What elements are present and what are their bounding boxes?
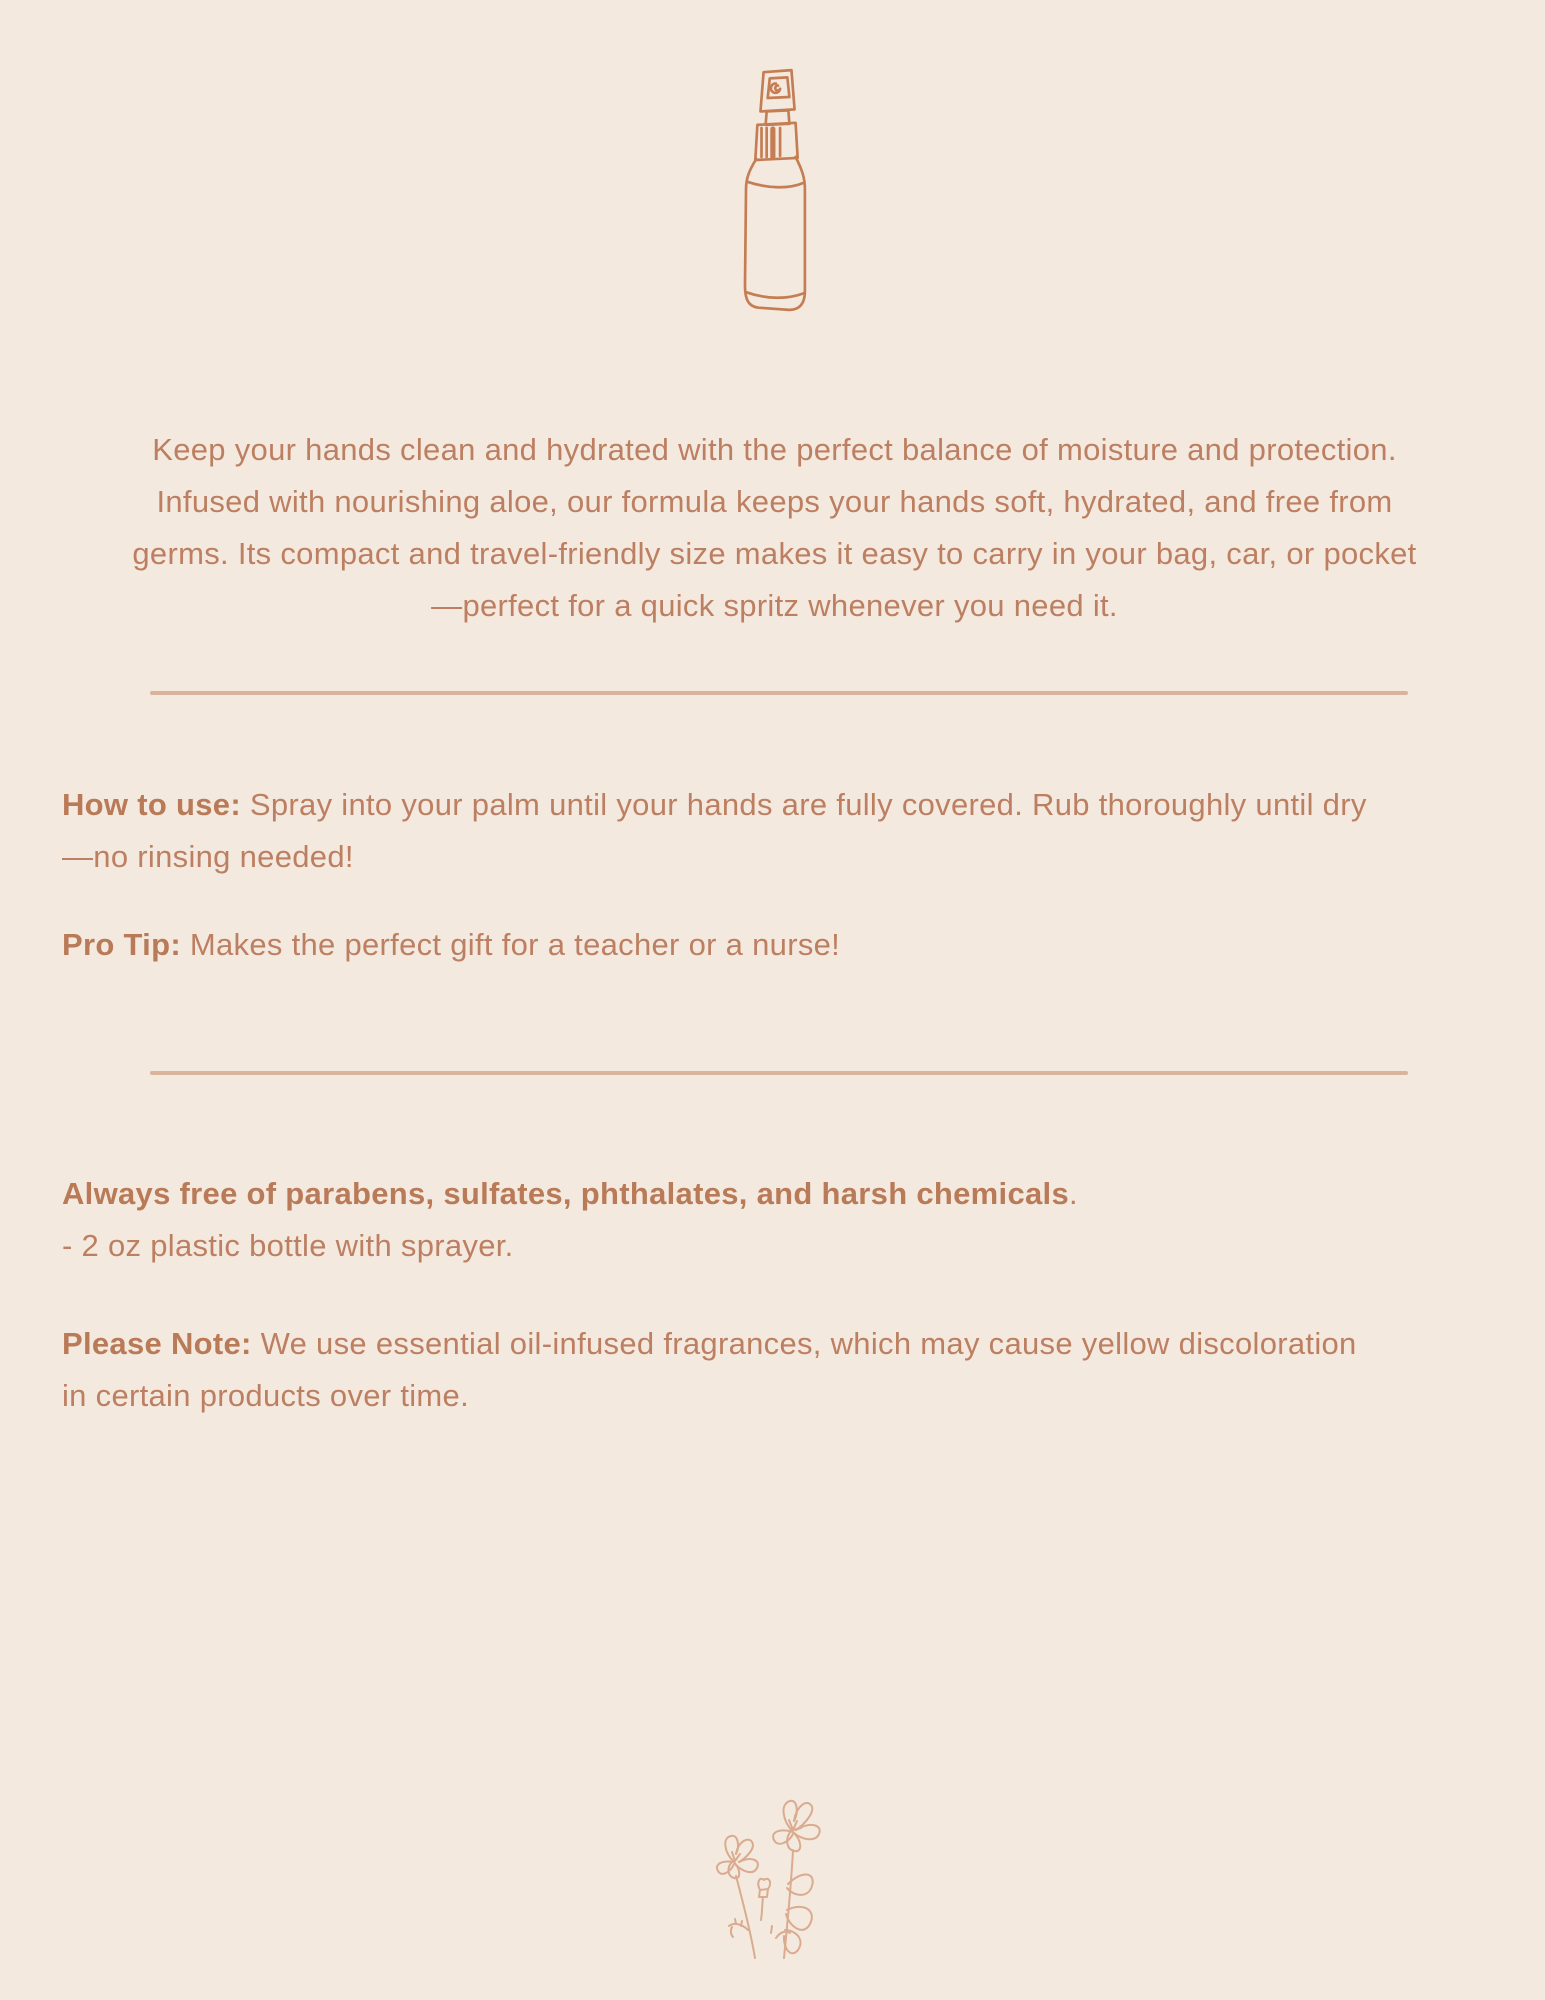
pro-tip-section [62, 919, 1487, 971]
free-of-period: . [1069, 1176, 1078, 1211]
please-note-text-line2: in certain products over time. [62, 1378, 470, 1413]
spray-bottle-svg [735, 66, 819, 318]
spray-bottle-icon [735, 66, 819, 318]
how-to-use-label: How to use: [62, 787, 241, 822]
description-line-2: Infused with nourishing aloe, our formula keeps your hands soft, hydrated, and free from [156, 484, 1393, 519]
floral-sprig-svg [696, 1798, 848, 1960]
divider-line-bottom [150, 1071, 1408, 1075]
bottle-spec-text: - 2 oz plastic bottle with sprayer. [62, 1228, 514, 1263]
how-to-use-text: Spray into your palm until your hands are fully covered. Rub thoroughly until dry [240, 787, 1367, 822]
free-of-section [62, 1168, 1487, 1272]
floral-sprig-icon [696, 1798, 848, 1960]
description-line-1: Keep your hands clean and hydrated with the perfect balance of moisture and protection. [152, 432, 1397, 467]
please-note-section [62, 1318, 1487, 1422]
how-to-use-section [62, 779, 1487, 883]
free-of-bold-text: Always free of parabens, sulfates, phthalates, and harsh chemicals [62, 1176, 1069, 1211]
please-note-text: We use essential oil-infused fragrances, which may cause yellow discoloration [251, 1326, 1357, 1361]
description-line-3: germs. Its compact and travel-friendly size makes it easy to carry in your bag, car, or pocket [132, 536, 1417, 571]
please-note-label: Please Note: [62, 1326, 252, 1361]
pro-tip-text: Makes the perfect gift for a teacher or a nurse! [180, 927, 841, 962]
product-description [62, 424, 1487, 632]
pro-tip-label: Pro Tip: [62, 927, 181, 962]
description-line-4: —perfect for a quick spritz whenever you need it. [431, 588, 1118, 623]
how-to-use-text-line2: —no rinsing needed! [62, 839, 354, 874]
divider-line-top [150, 691, 1408, 695]
